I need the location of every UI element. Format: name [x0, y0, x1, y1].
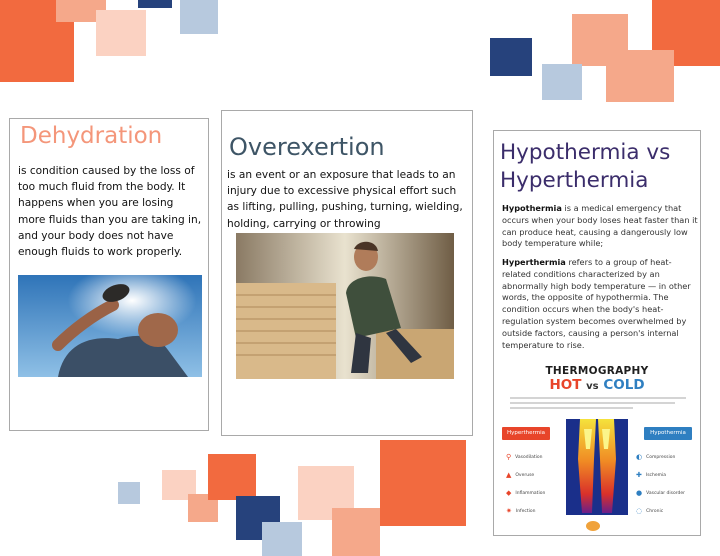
overexertion-body: is an event or an exposure that leads to an injury due to excessive physical effort such as lifting, pulling, pushing, turning, wielding, holding, carrying or throwing: [227, 169, 463, 230]
inflammation-icon: ◆: [506, 489, 512, 497]
deco-square: [138, 0, 172, 8]
hyperthermia-item: [506, 471, 534, 479]
infographic-logo: [586, 521, 600, 531]
hyperthermia-item-label: Vasodilation: [515, 454, 543, 460]
deco-square: [96, 10, 146, 56]
hypothermia-item: [636, 507, 663, 515]
dehydration-body: is condition caused by the loss of too much fluid from the body. It happens when you are losing more fluids than you are taking in, and your body does not have enough fluids to work properly.: [18, 165, 202, 259]
deco-square: [332, 508, 380, 556]
hyperthermia-definition: [502, 257, 698, 351]
deco-square: [262, 522, 302, 556]
hypothermia-item-label: Ischemia: [645, 472, 667, 478]
overexertion-card: [221, 110, 473, 436]
hyperthermia-item: [506, 507, 536, 515]
overexertion-title: Overexertion: [229, 133, 385, 161]
man-drinking-photo: [18, 275, 202, 377]
thermography-infographic: [498, 363, 696, 535]
dehydration-card: [9, 118, 209, 431]
hypothermia-item-label: Chronic: [646, 508, 664, 514]
hypothermia-term: Hypothermia: [502, 203, 562, 213]
hypothermia-title-line1: Hypothermia vs: [500, 140, 671, 165]
hypothermia-item: [636, 489, 685, 497]
thermal-legs-image: [566, 419, 628, 515]
hyperthermia-label: Hyperthermia: [502, 427, 550, 440]
hyperthermia-item-label: Inflammation: [515, 490, 546, 496]
deco-square: [208, 454, 256, 500]
vascular-disorder-icon: ●: [636, 489, 643, 497]
deco-square: [118, 482, 140, 504]
hyperthermia-term: Hyperthermia: [502, 257, 566, 267]
hyperthermia-item: [506, 489, 545, 497]
vasodilation-icon: ⚲: [506, 453, 512, 461]
hypothermia-label: Hypothermia: [644, 427, 692, 440]
infographic-fine-print: [510, 397, 686, 409]
compression-icon: ◐: [636, 453, 643, 461]
infection-icon: ✷: [506, 507, 512, 515]
hyperthermia-item-label: Infection: [515, 508, 536, 514]
hypothermia-item-label: Compression: [646, 454, 676, 460]
hypothermia-definition: [502, 203, 698, 250]
hypothermia-item: [636, 471, 666, 479]
hyperthermia-item: [506, 453, 542, 461]
hot-label: HOT: [549, 377, 582, 393]
dehydration-title: Dehydration: [20, 123, 163, 149]
deco-square: [180, 0, 218, 34]
hypothermia-title: [500, 139, 670, 195]
overuse-icon: ▲: [506, 471, 512, 479]
ischemia-icon: ✚: [636, 471, 642, 479]
hyperthermia-item-label: Overuse: [515, 472, 535, 478]
hyperthermia-text: refers to a group of heat-related conditions characterized by an abnormally high body temperature — in other words, the opposite of hypothermia. The condition occurs when the body's heat-regulation system becomes overwhelmed by outside factors, causing a person's internal temperature to rise.: [502, 257, 691, 350]
hypothermia-item-label: Vascular disorder: [646, 490, 686, 496]
hypothermia-text: is a medical emergency that occurs when your body loses heat faster than it can produce heat, causing a dangerously low body temperature while;: [502, 203, 698, 249]
cold-label: COLD: [603, 377, 645, 393]
deco-square: [606, 50, 674, 102]
hypothermia-card: [493, 130, 701, 536]
worker-back-pain-photo: [236, 233, 454, 379]
deco-square: [380, 440, 466, 526]
deco-square: [542, 64, 582, 100]
infographic-title: THERMOGRAPHY: [545, 365, 649, 377]
hypothermia-title-line2: Hyperthermia: [500, 168, 649, 193]
chronic-icon: ◌: [636, 507, 643, 515]
infographic-subtitle: [498, 377, 696, 395]
deco-square: [490, 38, 532, 76]
vs-label: vs: [586, 381, 599, 392]
hypothermia-item: [636, 453, 675, 461]
